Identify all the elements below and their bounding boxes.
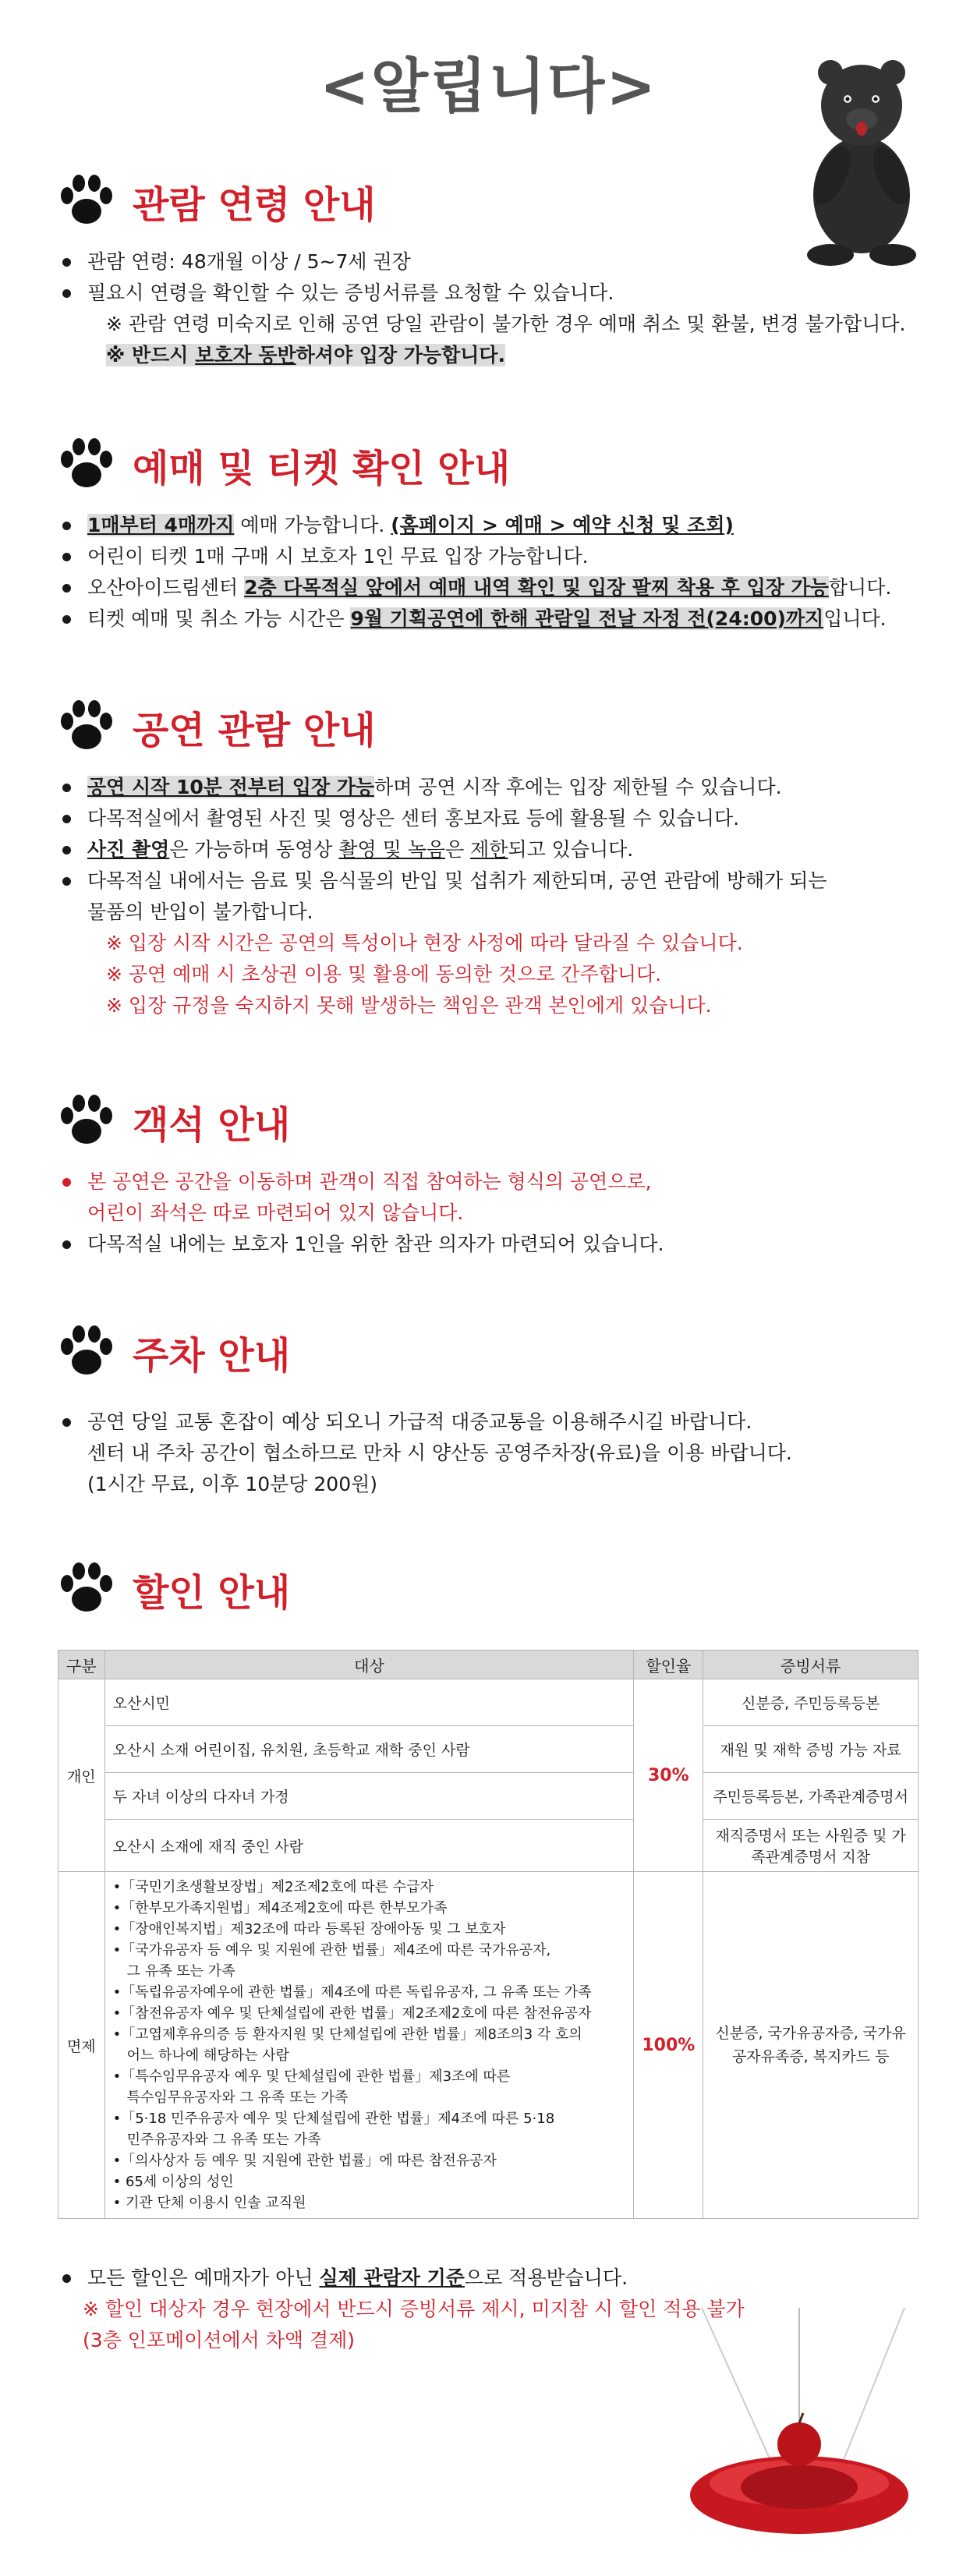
target-cell: 오산시 소재에 재직 중인 사람 bbox=[104, 1820, 634, 1872]
note: ※ 입장 규정을 숙지하지 못해 발생하는 책임은 관객 본인에게 있습니다. bbox=[106, 994, 712, 1017]
table-row bbox=[58, 1726, 919, 1773]
section-title: 관람 연령 안내 bbox=[133, 182, 376, 227]
group-cell: 개인 bbox=[58, 1679, 105, 1872]
exempt-list bbox=[104, 1872, 634, 2219]
section-title: 예매 및 티켓 확인 안내 bbox=[133, 446, 511, 490]
section-title: 공연 관람 안내 bbox=[133, 708, 376, 752]
list-item: 티켓 예매 및 취소 가능 시간은 9월 기획공연에 한해 관람일 전날 자정 전(24:00)까지입니다. bbox=[58, 603, 923, 635]
paw-icon bbox=[58, 1092, 115, 1150]
note: ※ 할인 대상자 경우 현장에서 반드시 증빙서류 제시, 미지참 시 할인 적용 불가 bbox=[83, 2298, 745, 2320]
page-title: <알립니다> bbox=[319, 51, 658, 121]
group-cell: 면제 bbox=[58, 1872, 105, 2219]
list-item: 오산아이드림센터 2층 다목적실 앞에서 예매 내역 확인 및 입장 팔찌 착용 후 입장 가능합니다. bbox=[58, 572, 923, 603]
doc-cell: 신분증, 주민등록등본 bbox=[703, 1679, 919, 1726]
list-item: 민주유공자와 그 유족 또는 가족 bbox=[126, 2132, 321, 2148]
list-item: •「5·18 민주유공자 예우 및 단체설립에 관한 법률」제4조에 따른 5·18 bbox=[112, 2111, 555, 2127]
list-item: • 기관 단체 이용시 인솔 교직원 bbox=[112, 2195, 306, 2211]
doc-cell: 재직증명서 또는 사원증 및 가족관계증명서 지참 bbox=[703, 1820, 919, 1872]
column-header: 대상 bbox=[104, 1651, 634, 1679]
list-item: 그 유족 또는 가족 bbox=[126, 1963, 235, 1980]
list-item: 1매부터 4매까지 예매 가능합니다. (홈페이지 > 예매 > 예약 신청 및 조회) bbox=[58, 510, 923, 541]
list-item: 본 공연은 공간을 이동하며 관객이 직접 참여하는 형식의 공연으로, 어린이 좌석은 따로 마련되어 있지 않습니다. bbox=[58, 1166, 923, 1229]
doc-cell: 재원 및 재학 증빙 가능 자료 bbox=[703, 1726, 919, 1773]
note: ※ 입장 시작 시간은 공연의 특성이나 현장 사정에 따라 달라질 수 있습니다. bbox=[106, 932, 743, 954]
list-item: 다목적실 내에서는 음료 및 음식물의 반입 및 섭취가 제한되며, 공연 관람에 방해가 되는 물품의 반입이 불가합니다. bbox=[58, 865, 923, 928]
list-item: •「참전유공자 예우 및 단체설립에 관한 법률」제2조제2호에 따른 참전유공자 bbox=[112, 2005, 592, 2022]
section-seat bbox=[58, 1090, 923, 1260]
table-row bbox=[58, 1773, 919, 1820]
list-item: •「고엽제후유의증 등 환자지원 및 단체설립에 관한 법률」제8조의3 각 호의 bbox=[112, 2026, 582, 2043]
note: ※ 반드시 보호자 동반하셔야 입장 가능합니다. bbox=[106, 344, 506, 366]
section-ticket bbox=[58, 433, 923, 635]
paw-icon bbox=[58, 1323, 115, 1381]
list-item: 공연 당일 교통 혼잡이 예상 되오니 가급적 대중교통을 이용해주시길 바랍니다. 센터 내 주차 공간이 협소하므로 만차 시 양산동 공영주차장(유료)을 이용 바랍니다. (1시간 무료, 이후 10분당 200원) bbox=[58, 1407, 923, 1500]
list-item: 다목적실에서 촬영된 사진 및 영상은 센터 홍보자료 등에 활용될 수 있습니다. bbox=[58, 803, 923, 834]
section-title: 객석 안내 bbox=[133, 1102, 291, 1147]
list-item: • 65세 이상의 성인 bbox=[112, 2174, 234, 2190]
list-item: 관람 연령: 48개월 이상 / 5~7세 권장 bbox=[58, 246, 923, 278]
table-row bbox=[58, 1820, 919, 1872]
list-item: •「특수임무유공자 예우 및 단체설립에 관한 법률」제3조에 따른 bbox=[112, 2068, 511, 2085]
target-cell: 두 자녀 이상의 다자녀 가정 bbox=[104, 1773, 634, 1820]
list-item: 모든 할인은 예매자가 아닌 실제 관람자 기준으로 적용받습니다. bbox=[58, 2263, 923, 2294]
rate-cell: 100% bbox=[634, 1872, 703, 2219]
table-row bbox=[58, 1679, 919, 1726]
table-header-row bbox=[58, 1651, 919, 1679]
paw-icon bbox=[58, 1560, 115, 1618]
note: (3층 인포메이션에서 차액 결제) bbox=[83, 2329, 356, 2351]
column-header: 증빙서류 bbox=[703, 1651, 919, 1679]
list-item: 공연 시작 10분 전부터 입장 가능하며 공연 시작 후에는 입장 제한될 수 있습니다. bbox=[58, 772, 923, 803]
list-item: •「국가유공자 등 예우 및 지원에 관한 법률」제4조에 따른 국가유공자, bbox=[112, 1942, 551, 1959]
section-parking bbox=[58, 1321, 923, 1500]
paw-icon bbox=[58, 172, 115, 230]
list-item: •「국민기초생활보장법」제2조제2호에 따른 수급자 bbox=[112, 1879, 434, 1895]
list-item: 어느 하나에 해당하는 사람 bbox=[126, 2047, 290, 2064]
list-item: 특수임무유공자와 그 유족 또는 가족 bbox=[126, 2089, 349, 2106]
doc-cell: 주민등록등본, 가족관계증명서 bbox=[703, 1773, 919, 1820]
list-item: 사진 촬영은 가능하며 동영상 촬영 및 녹음은 제한되고 있습니다. bbox=[58, 834, 923, 865]
paw-icon bbox=[58, 436, 115, 494]
table-row bbox=[58, 1872, 919, 2219]
column-header: 할인율 bbox=[634, 1651, 703, 1679]
list-item: 필요시 연령을 확인할 수 있는 증빙서류를 요청할 수 있습니다. bbox=[58, 278, 923, 309]
rate-cell: 30% bbox=[634, 1679, 703, 1872]
list-item: 다목적실 내에는 보호자 1인을 위한 참관 의자가 마련되어 있습니다. bbox=[58, 1229, 923, 1260]
section-title: 할인 안내 bbox=[133, 1570, 291, 1615]
section-discount bbox=[58, 1558, 923, 1620]
target-cell: 오산시 소재 어린이집, 유치원, 초등학교 재학 중인 사람 bbox=[104, 1726, 634, 1773]
column-header: 구분 bbox=[58, 1651, 105, 1679]
note: ※ 공연 예매 시 초상권 이용 및 활용에 동의한 것으로 간주합니다. bbox=[106, 963, 662, 985]
section-viewing bbox=[58, 695, 923, 1021]
list-item: •「독립유공자예우에 관한 법률」제4조에 따른 독립유공자, 그 유족 또는 가족 bbox=[112, 1984, 592, 2001]
doc-cell: 신분증, 국가유공자증, 국가유공자유족증, 복지카드 등 bbox=[703, 1872, 919, 2219]
list-item: •「의사상자 등 예우 및 지원에 관한 법률」에 따른 참전유공자 bbox=[112, 2153, 497, 2169]
discount-table bbox=[58, 1650, 919, 2219]
section-age bbox=[58, 170, 923, 371]
list-item: 어린이 티켓 1매 구매 시 보호자 1인 무료 입장 가능합니다. bbox=[58, 541, 923, 572]
section-title: 주차 안내 bbox=[133, 1333, 291, 1378]
list-item: •「한부모가족지원법」제4조제2호에 따른 한부모가족 bbox=[112, 1900, 448, 1916]
list-item: •「장애인복지법」제32조에 따라 등록된 장애아동 및 그 보호자 bbox=[112, 1921, 506, 1937]
target-cell: 오산시민 bbox=[104, 1679, 634, 1726]
note: ※ 관람 연령 미숙지로 인해 공연 당일 관람이 불가한 경우 예매 취소 및 환불, 변경 불가합니다. bbox=[106, 313, 906, 335]
apple-bowl-illustration bbox=[671, 2308, 928, 2557]
paw-icon bbox=[58, 698, 115, 755]
